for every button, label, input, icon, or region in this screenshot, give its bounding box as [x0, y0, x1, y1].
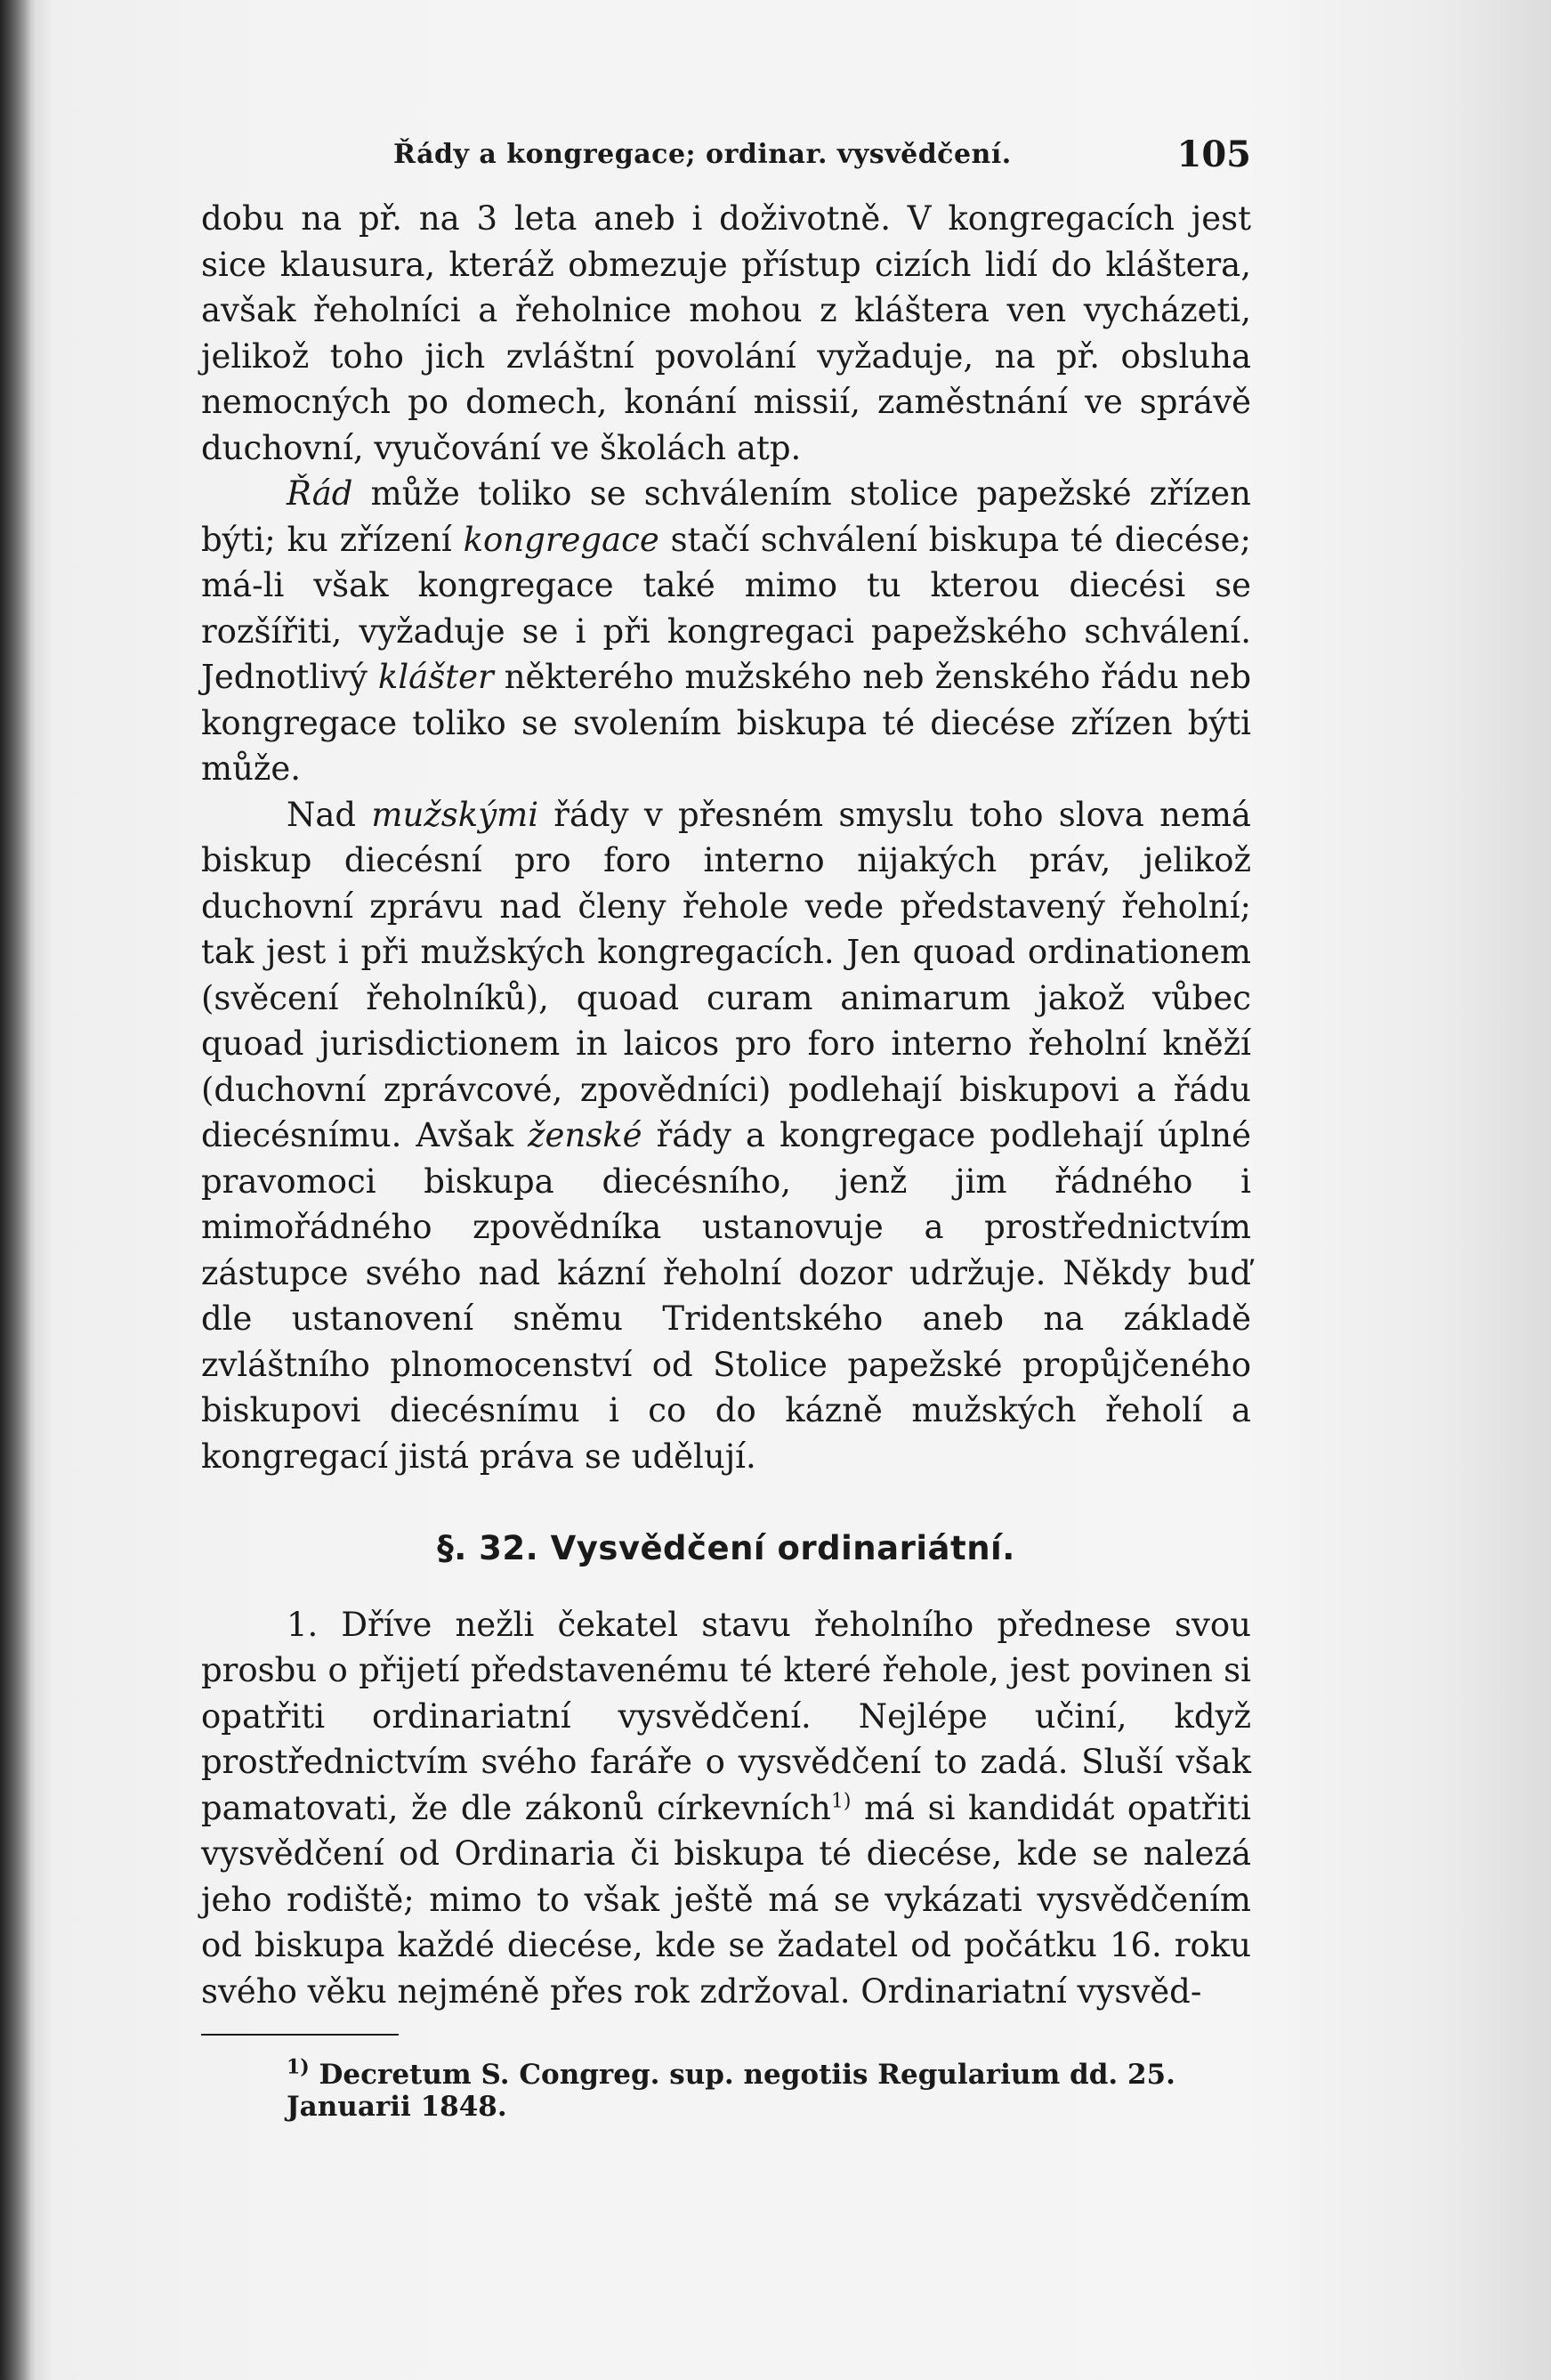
paragraph-text-before-note: 1. Dříve nežli čekatel stavu řeholního přednese svou prosbu o přijetí představenému té které řehole, jest povinen si opatřiti ordinariatní vysvědčení. Nejlépe učiní, když prostřednictvím svého faráře o vysvědčení to zadá. Sluší však pamatovati, že dle zákonů církevních	[201, 1605, 1251, 1827]
text-run: stačí schválení biskupa té diecése; má-li však kongregace také mimo tu kterou diecési se rozšířiti, vyžaduje se i při kongregaci papežského schválení. Jednotlivý	[201, 520, 1252, 696]
text-run: Nad	[287, 795, 372, 834]
text-run: řády a kongregace podlehají úplné pravomoci biskupa diecésního, jenž jim řádného i mimořádného zpovědníka ustanovuje a prostřednictvím zástupce svého nad kázní řeholní dozor udržuje. Někdy buď dle ustanovení sněmu Tridentského aneb na základě zvláštního plnomocenství od Stolice papežské propůjčeného biskupovi diecésnímu i co do kázně mužských řeholí a kongregací jistá práva se udělují.	[201, 1116, 1251, 1476]
italic-term: kongregace	[463, 520, 659, 559]
binding-edge-shadow	[0, 0, 36, 2380]
running-head: Řády a kongregace; ordinar. vysvědčení.	[393, 139, 1012, 170]
footnote-rule	[201, 2034, 399, 2036]
paragraph-muzskymi	[201, 792, 1251, 1480]
text-run: některého mužského neb ženského řádu neb kongregace toliko se svolením biskupa té diecése zřízen býti může.	[201, 658, 1252, 788]
italic-term: ženské	[528, 1116, 642, 1154]
footnote-text: Decretum S. Congreg. sup. negotiis Regularium dd. 25. Januarii 1848.	[287, 2059, 1175, 2123]
page-number: 105	[1176, 134, 1251, 175]
italic-term: mužskými	[371, 795, 539, 834]
book-page	[201, 134, 1251, 2123]
footnote	[201, 2055, 1251, 2123]
text-run: řády v přesném smyslu toho slova nemá biskup diecésní pro foro interno nijakých práv, jelikož duchovní zprávu nad členy řehole vede představený řeholní; tak jest i při mužských kongregacích. Jen quoad ordinationem (svěcení řeholníků), quoad curam animarum jakož vůbec quoad jurisdictionem in laicos pro foro interno řeholní kněží (duchovní zprávcové, zpovědníci) podlehají biskupovi a řádu diecésnímu. Avšak	[201, 795, 1251, 1154]
paragraph-text-after-note: má si kandidát opatřiti vysvědčení od Ordinaria či biskupa té diecése, kde se nalezá jeho rodiště; mimo to však ještě má se vykázati vysvědčením od biskupa každé diecése, kde se žadatel od počátku 16. roku svého věku nejméně přes rok zdržoval. Ordinariatní vysvěd-	[201, 1788, 1251, 2011]
paragraph-continuation: dobu na př. na 3 leta aneb i doživotně. V kongregacích jest sice klausura, kteráž obmezuje přístup cizích lidí do kláštera, avšak řeholníci a řeholnice mohou z kláštera ven vycházeti, jelikož toho jich zvláštní povolání vyžaduje, na př. obsluha nemocných po domech, konání missií, zaměstnání ve správě duchovní, vyučování ve školách atp.	[201, 199, 1251, 467]
main-text	[201, 196, 1251, 2014]
text-run: může toliko se schválením stolice papežské zřízen býti; ku zřízení	[201, 474, 1251, 559]
italic-term: Řád	[287, 474, 353, 513]
section-heading: §. 32. Vysvědčení ordinariátní.	[437, 1529, 1015, 1567]
footnote-mark: 1)	[287, 2055, 310, 2079]
paragraph-rad	[201, 471, 1251, 792]
paragraph-vysvedceni	[201, 1602, 1251, 2015]
page-header	[201, 134, 1251, 196]
footnote-reference: 1)	[830, 1790, 852, 1813]
italic-term: klášter	[377, 658, 494, 696]
